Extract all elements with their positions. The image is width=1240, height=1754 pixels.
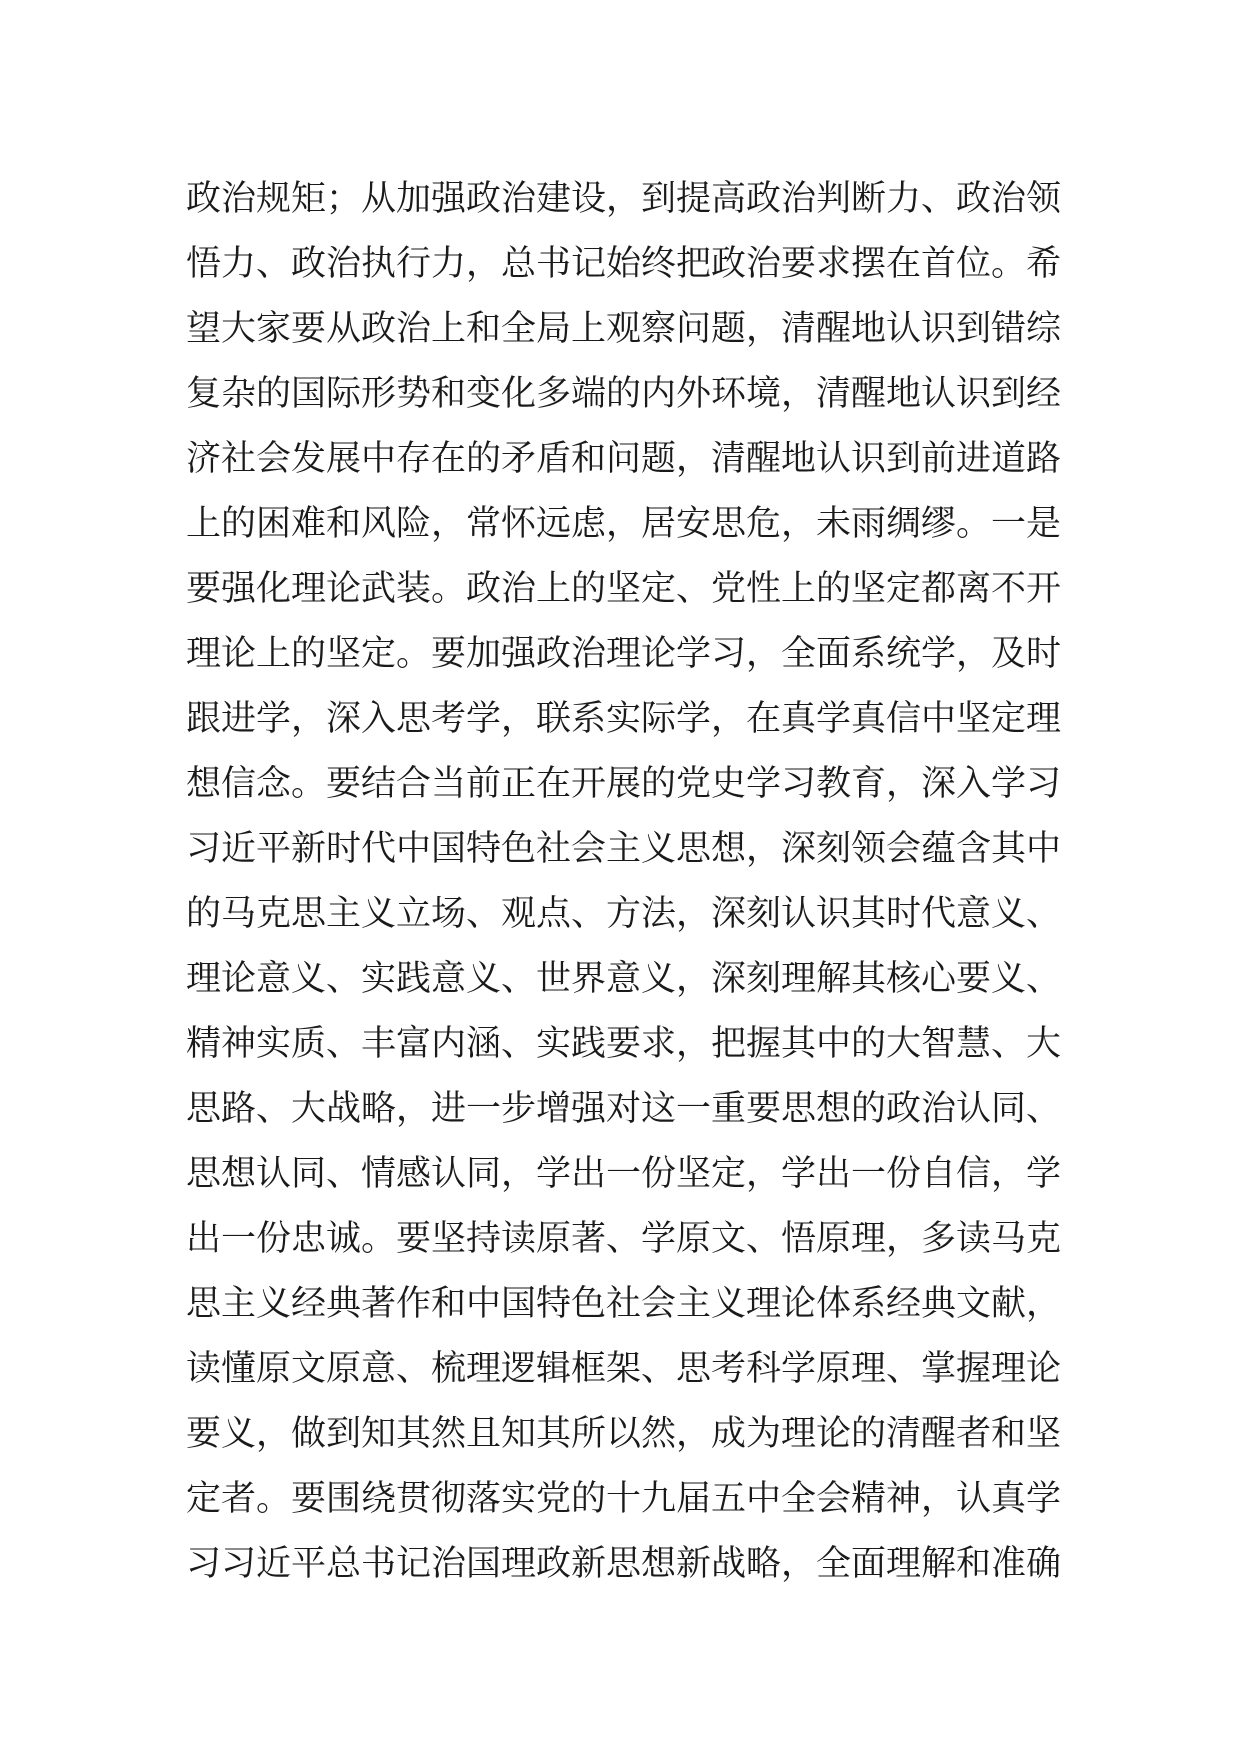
text-line: 要强化理论武装。政治上的坚定、党性上的坚定都离不开 [186,569,1062,609]
text-line: 理论上的坚定。要加强政治理论学习，全面系统学，及时 [186,634,1062,674]
text-line: 读懂原文原意、梳理逻辑框架、思考科学原理、掌握理论 [186,1349,1062,1389]
text-line: 济社会发展中存在的矛盾和问题，清醒地认识到前进道路 [186,439,1062,479]
text-line: 思路、大战略，进一步增强对这一重要思想的政治认同、 [186,1089,1062,1129]
text-line: 定者。要围绕贯彻落实党的十九届五中全会精神，认真学 [186,1479,1062,1519]
text-line: 习近平新时代中国特色社会主义思想，深刻领会蕴含其中 [186,829,1062,869]
text-line: 复杂的国际形势和变化多端的内外环境，清醒地认识到经 [186,374,1062,414]
text-line: 上的困难和风险，常怀远虑，居安思危，未雨绸缪。一是 [186,504,1062,544]
text-line: 精神实质、丰富内涵、实践要求，把握其中的大智慧、大 [186,1024,1062,1064]
text-line: 习习近平总书记治国理政新思想新战略，全面理解和准确 [186,1544,1062,1584]
text-line: 政治规矩；从加强政治建设，到提高政治判断力、政治领 [186,179,1062,219]
text-line: 出一份忠诚。要坚持读原著、学原文、悟原理，多读马克 [186,1219,1062,1259]
body-text [186,167,1066,1597]
text-line: 思想认同、情感认同，学出一份坚定，学出一份自信，学 [186,1154,1062,1194]
text-line: 思主义经典著作和中国特色社会主义理论体系经典文献， [186,1284,1062,1324]
text-line: 的马克思主义立场、观点、方法，深刻认识其时代意义、 [186,894,1062,934]
text-line: 悟力、政治执行力，总书记始终把政治要求摆在首位。希 [186,244,1062,284]
text-line: 望大家要从政治上和全局上观察问题，清醒地认识到错综 [186,309,1062,349]
text-line: 理论意义、实践意义、世界意义，深刻理解其核心要义、 [186,959,1062,999]
text-line: 想信念。要结合当前正在开展的党史学习教育，深入学习 [186,764,1062,804]
text-line: 跟进学，深入思考学，联系实际学，在真学真信中坚定理 [186,699,1062,739]
text-line: 要义，做到知其然且知其所以然，成为理论的清醒者和坚 [186,1414,1062,1454]
